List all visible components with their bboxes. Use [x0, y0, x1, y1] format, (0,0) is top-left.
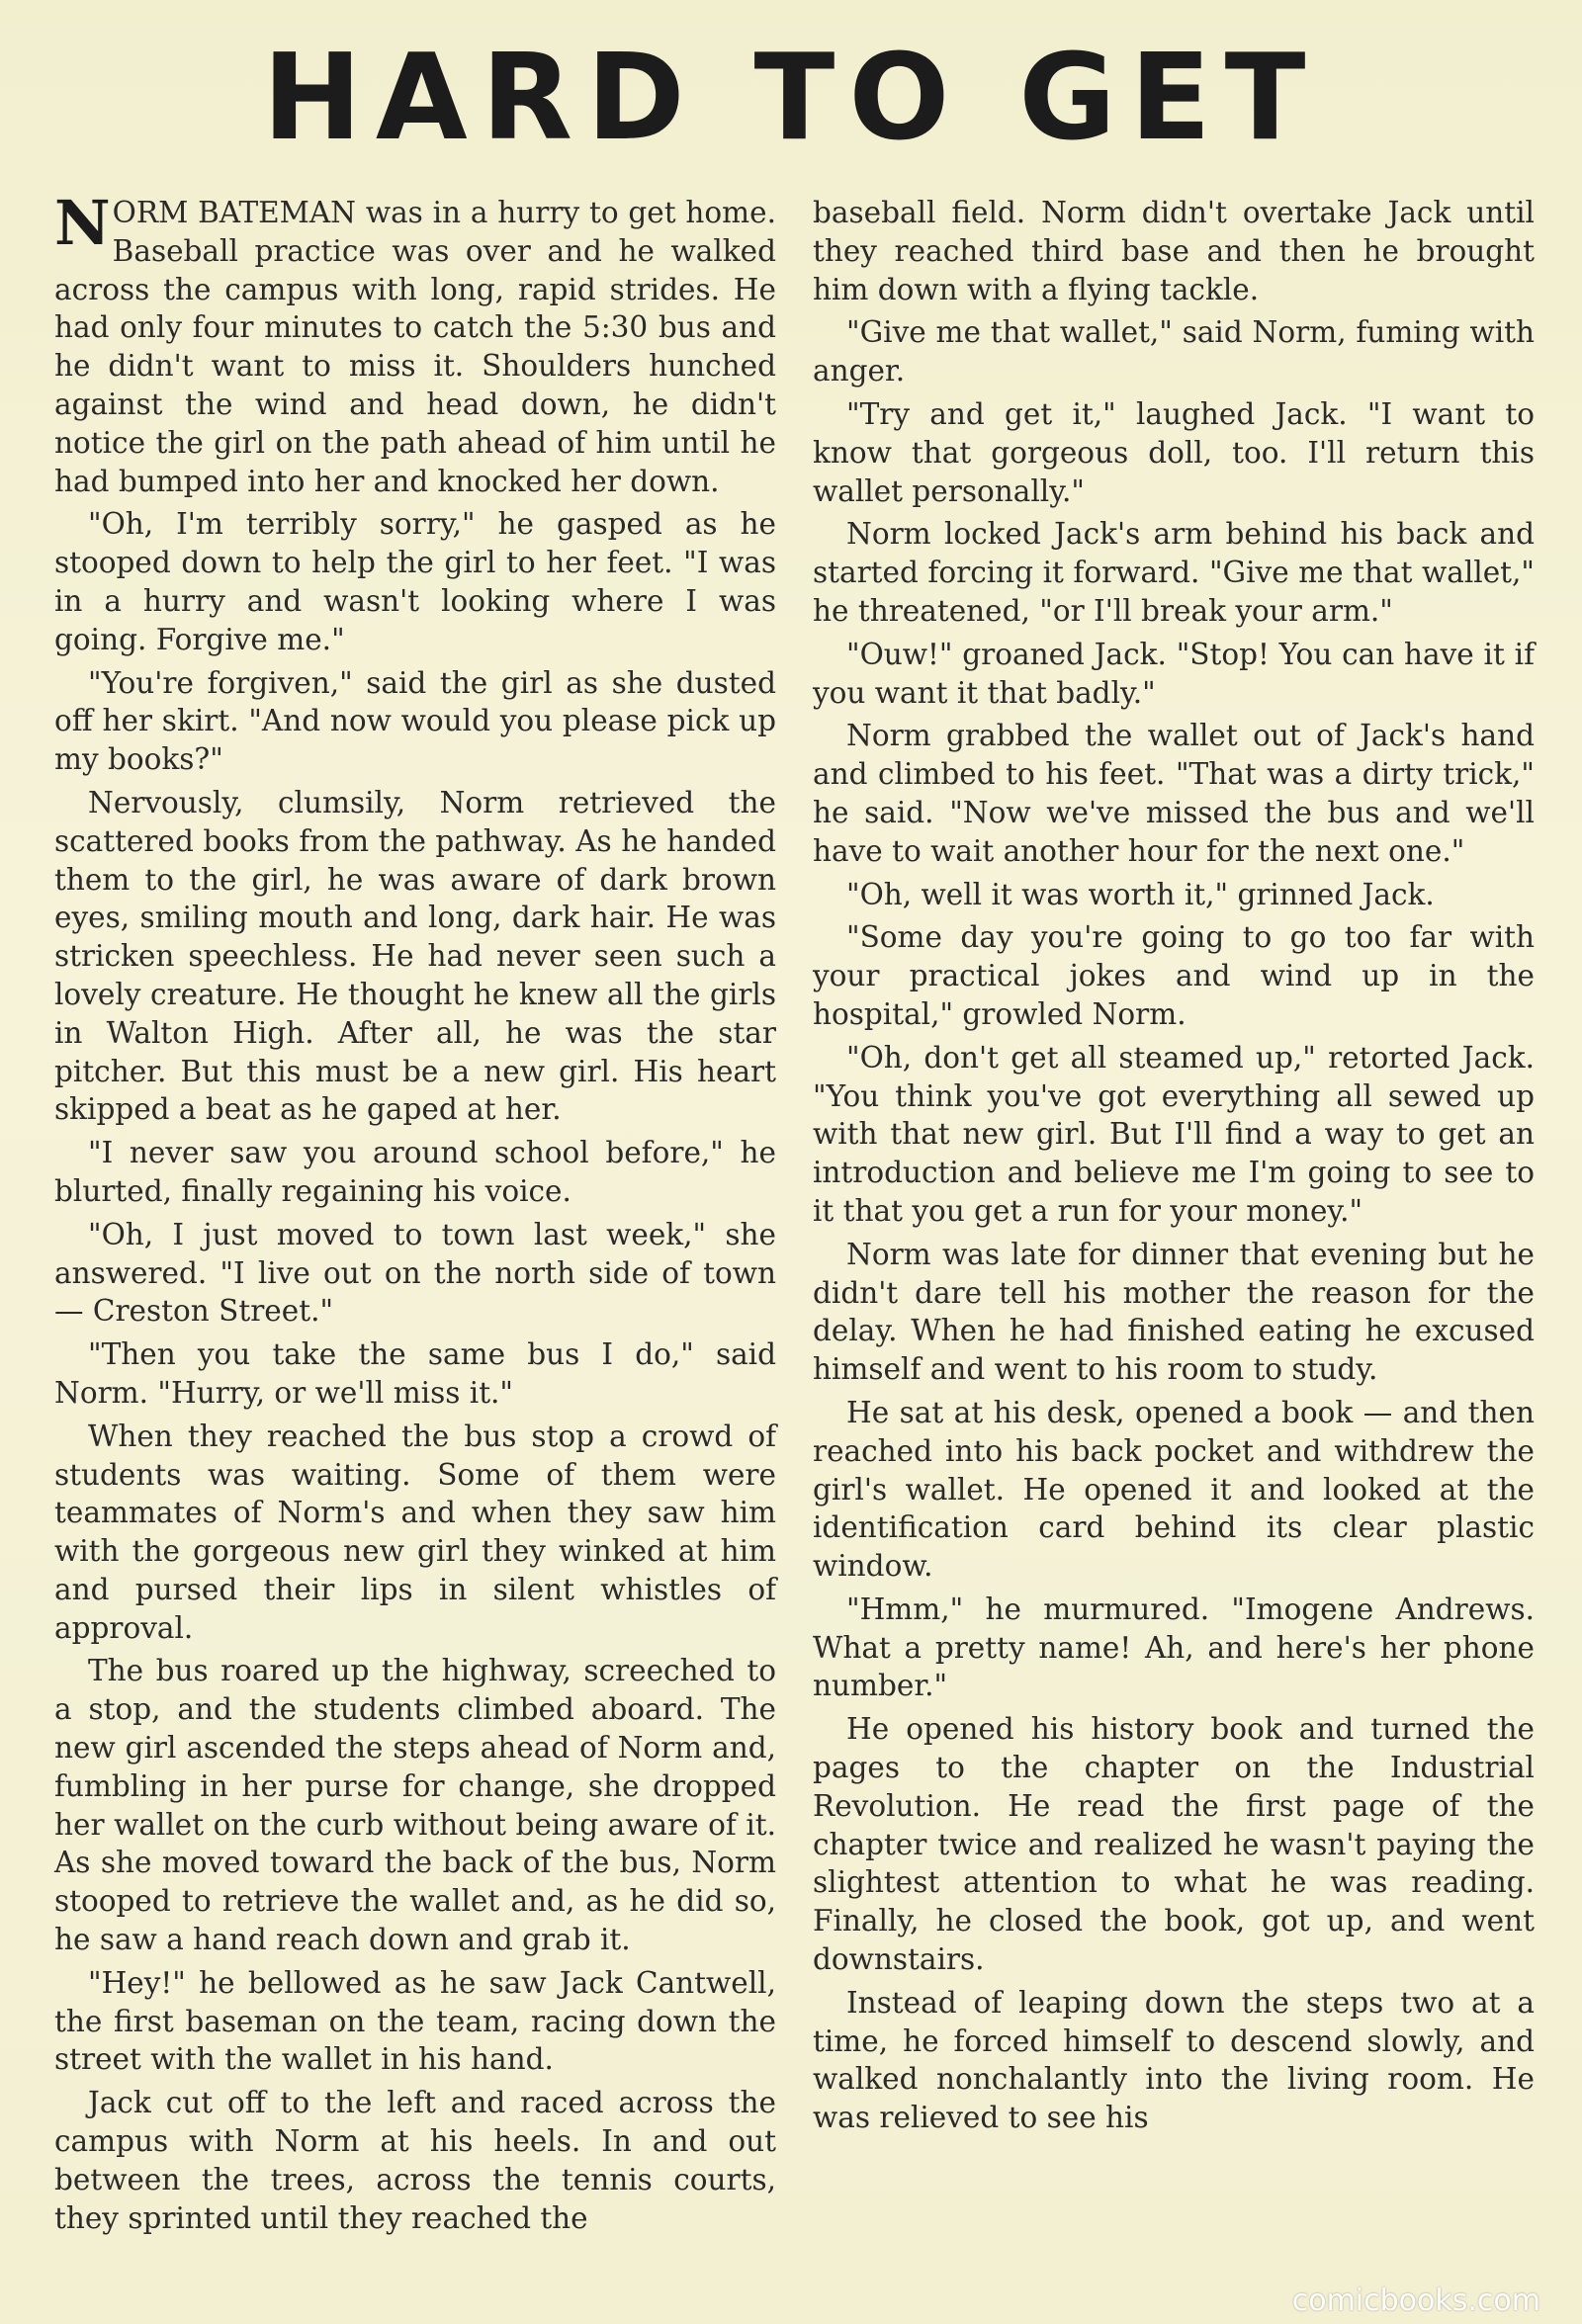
story-title: HARD TO GET	[262, 30, 1320, 167]
paragraph: "Oh, don't get all steamed up," retorted Jack. "You think you've got everything all sewed up with that new girl. But I'll find a way to get an introduction and believe me I'm going to see to it that you get a run for your money."	[813, 1040, 1535, 1228]
paragraph	[54, 187, 776, 500]
paragraph: Norm locked Jack's arm behind his back and started forcing it forward. "Give me that wallet," he threatened, "or I'll break your arm."	[813, 517, 1535, 628]
paragraph: Norm grabbed the wallet out of Jack's hand and climbed to his feet. "That was a dirty trick," he said. "Now we've missed the bus and we'll have to wait another hour for the next one."	[813, 719, 1535, 868]
paragraph: Norm was late for dinner that evening but he didn't dare tell his mother the reason for the delay. When he had finished eating he excused himself and went to his room to study.	[813, 1237, 1535, 1387]
paragraph: Nervously, clumsily, Norm retrieved the scattered books from the pathway. As he handed them to the girl, he was aware of dark brown eyes, smiling mouth and long, dark hair. He was stricken speechless. He had never seen such a lovely creature. He thought he knew all the girls in Walton High. After all, he was the star pitcher. But this must be a new girl. His heart skipped a beat as he gaped at her.	[54, 785, 776, 1127]
paragraph: "Oh, well it was worth it," grinned Jack.	[846, 877, 1435, 911]
drop-cap: N	[54, 187, 111, 259]
paragraph: He sat at his desk, opened a book — and then reached into his back pocket and withdrew the girl's wallet. He opened it and looked at the identification card behind its clear plastic window.	[813, 1395, 1535, 1584]
paragraph: The bus roared up the highway, screeched to a stop, and the students climbed aboard. The new girl ascended the steps ahead of Norm and, fumbling in her purse for change, she dropped her wallet on the curb without being aware of it. As she moved toward the back of the bus, Norm stooped to retrieve the wallet and, as he did so, he saw a hand reach down and grab it.	[54, 1654, 776, 1957]
paragraph: When they reached the bus stop a crowd of students was waiting. Some of them were teammates of Norm's and when they saw him with the gorgeous new girl they winked at him and pursed their lips in silent whistles of approval.	[54, 1419, 776, 1645]
paragraph: "Ouw!" groaned Jack. "Stop! You can have it if you want it that badly."	[813, 637, 1535, 710]
paragraph: He opened his history book and turned the pages to the chapter on the Industrial Revolution. He read the first page of the chapter twice and realized he wasn't paying the slightest attention to what he was reading. Finally, he closed the book, got up, and went downstairs.	[813, 1712, 1535, 1977]
paragraph: "Some day you're going to go too far with your practical jokes and wind up in the hospital," growled Norm.	[813, 920, 1535, 1031]
watermark: comicbooks.com	[1291, 2283, 1540, 2318]
paragraph: "I never saw you around school before," he blurted, finally regaining his voice.	[54, 1136, 776, 1208]
left-column	[54, 187, 776, 2242]
paragraph: Instead of leaping down the steps two at a time, he forced himself to descend slowly, and walked nonchalantly into the living room. He was relieved to see his	[813, 1985, 1535, 2135]
paragraph: baseball field. Norm didn't overtake Jack until they reached third base and then he brought him down with a flying tackle.	[813, 196, 1535, 306]
paragraph: Jack cut off to the left and raced across the campus with Norm at his heels. In and out between the trees, across the tennis courts, they sprinted until they reached the	[54, 2086, 776, 2235]
paragraph: "Hey!" he bellowed as he saw Jack Cantwell, the first baseman on the team, racing down the street with the wallet in his hand.	[54, 1965, 776, 2077]
paragraph: "You're forgiven," said the girl as she dusted off her skirt. "And now would you please pick up my books?"	[54, 665, 776, 777]
paragraph: "Oh, I just moved to town last week," she answered. "I live out on the north side of town — Creston Street."	[54, 1217, 776, 1329]
paragraph: "Oh, I'm terribly sorry," he gasped as he stooped down to help the girl to her feet. "I was in a hurry and wasn't looking where I was going. Forgive me."	[54, 507, 776, 656]
right-column	[813, 194, 1535, 2142]
paragraph: "Try and get it," laughed Jack. "I want to know that gorgeous doll, too. I'll return this wallet personally."	[813, 396, 1535, 508]
paragraph: "Then you take the same bus I do," said Norm. "Hurry, or we'll miss it."	[54, 1337, 776, 1410]
paragraph-text: ORM BATEMAN was in a hurry to get home. Baseball practice was over and he walked across the campus with long, rapid strides. He had only four minutes to catch the 5:30 bus and he didn't want to miss it. Shoulders hunched against the wind and head down, he didn't notice the girl on the path ahead of him until he had bumped into her and knocked her down.	[54, 196, 776, 498]
paragraph: "Give me that wallet," said Norm, fuming with anger.	[813, 315, 1535, 388]
paragraph: "Hmm," he murmured. "Imogene Andrews. What a pretty name! Ah, and here's her phone number."	[813, 1592, 1535, 1703]
